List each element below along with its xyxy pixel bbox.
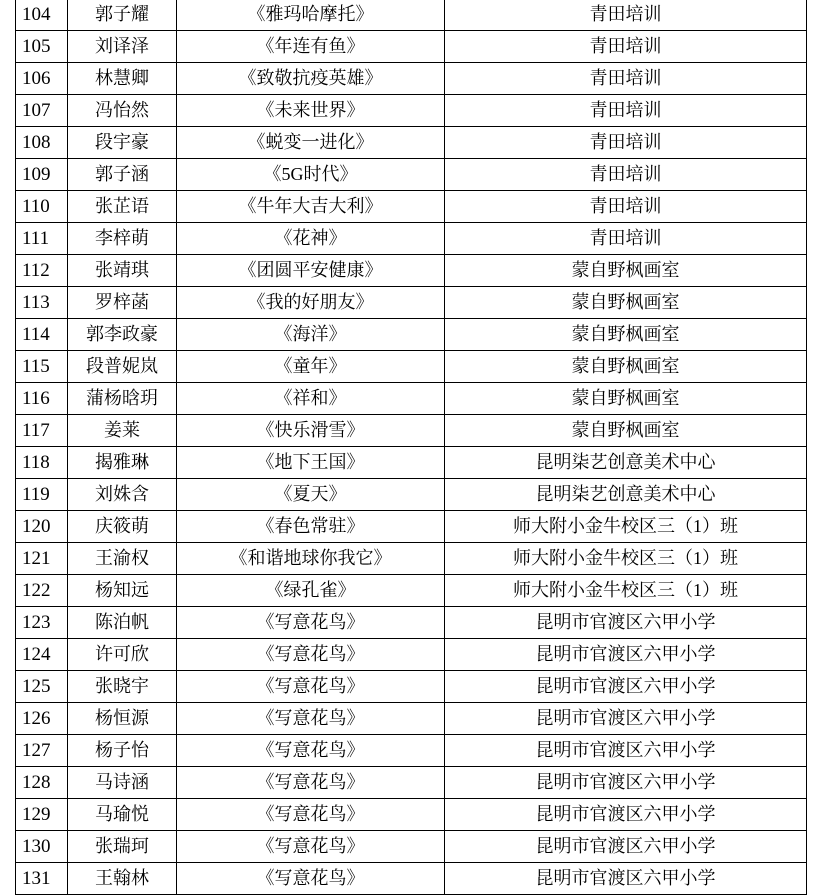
student-name-cell: 段宇豪 xyxy=(68,127,177,159)
row-number-cell: 110 xyxy=(16,191,68,223)
student-name-cell: 杨知远 xyxy=(68,575,177,607)
student-name-cell: 张瑞珂 xyxy=(68,831,177,863)
artwork-title-cell: 《快乐滑雪》 xyxy=(177,415,445,447)
table-row xyxy=(16,351,807,383)
artwork-title-cell: 《写意花鸟》 xyxy=(177,607,445,639)
row-number-cell: 117 xyxy=(16,415,68,447)
organization-cell: 昆明市官渡区六甲小学 xyxy=(445,831,807,863)
table-row xyxy=(16,735,807,767)
artwork-title-cell: 《地下王国》 xyxy=(177,447,445,479)
student-name-cell: 罗梓菡 xyxy=(68,287,177,319)
row-number-cell: 130 xyxy=(16,831,68,863)
student-name-cell: 张晓宇 xyxy=(68,671,177,703)
table-row xyxy=(16,767,807,799)
table-row xyxy=(16,575,807,607)
organization-cell: 昆明柒艺创意美术中心 xyxy=(445,479,807,511)
organization-cell: 蒙自野枫画室 xyxy=(445,415,807,447)
organization-cell: 昆明市官渡区六甲小学 xyxy=(445,703,807,735)
row-number-cell: 104 xyxy=(16,0,68,31)
row-number-cell: 106 xyxy=(16,63,68,95)
artwork-title-cell: 《童年》 xyxy=(177,351,445,383)
student-name-cell: 庆筱萌 xyxy=(68,511,177,543)
artwork-title-cell: 《写意花鸟》 xyxy=(177,831,445,863)
student-name-cell: 林慧卿 xyxy=(68,63,177,95)
table-row xyxy=(16,607,807,639)
row-number-cell: 114 xyxy=(16,319,68,351)
organization-cell: 昆明市官渡区六甲小学 xyxy=(445,607,807,639)
organization-cell: 青田培训 xyxy=(445,95,807,127)
row-number-cell: 111 xyxy=(16,223,68,255)
organization-cell: 蒙自野枫画室 xyxy=(445,351,807,383)
organization-cell: 蒙自野枫画室 xyxy=(445,255,807,287)
artwork-title-cell: 《年连有鱼》 xyxy=(177,31,445,63)
artwork-title-cell: 《写意花鸟》 xyxy=(177,863,445,895)
student-name-cell: 姜莱 xyxy=(68,415,177,447)
row-number-cell: 123 xyxy=(16,607,68,639)
row-number-cell: 127 xyxy=(16,735,68,767)
table-body xyxy=(16,0,807,895)
student-name-cell: 杨恒源 xyxy=(68,703,177,735)
organization-cell: 蒙自野枫画室 xyxy=(445,319,807,351)
student-name-cell: 郭子涵 xyxy=(68,159,177,191)
student-name-cell: 王渝权 xyxy=(68,543,177,575)
table-row xyxy=(16,287,807,319)
student-name-cell: 段普妮岚 xyxy=(68,351,177,383)
table-row xyxy=(16,863,807,895)
table-row xyxy=(16,383,807,415)
table-row xyxy=(16,159,807,191)
table-row xyxy=(16,671,807,703)
row-number-cell: 109 xyxy=(16,159,68,191)
student-name-cell: 陈泊帆 xyxy=(68,607,177,639)
table-row xyxy=(16,0,807,31)
organization-cell: 昆明柒艺创意美术中心 xyxy=(445,447,807,479)
artwork-title-cell: 《写意花鸟》 xyxy=(177,767,445,799)
organization-cell: 青田培训 xyxy=(445,223,807,255)
table-row xyxy=(16,639,807,671)
organization-cell: 昆明市官渡区六甲小学 xyxy=(445,799,807,831)
artwork-title-cell: 《蜕变一进化》 xyxy=(177,127,445,159)
row-number-cell: 128 xyxy=(16,767,68,799)
table-row xyxy=(16,223,807,255)
row-number-cell: 115 xyxy=(16,351,68,383)
student-name-cell: 张芷语 xyxy=(68,191,177,223)
student-name-cell: 刘姝含 xyxy=(68,479,177,511)
table-row xyxy=(16,95,807,127)
organization-cell: 青田培训 xyxy=(445,127,807,159)
student-name-cell: 马诗涵 xyxy=(68,767,177,799)
artwork-title-cell: 《绿孔雀》 xyxy=(177,575,445,607)
artwork-title-cell: 《海洋》 xyxy=(177,319,445,351)
row-number-cell: 112 xyxy=(16,255,68,287)
student-name-cell: 冯怡然 xyxy=(68,95,177,127)
table-row xyxy=(16,447,807,479)
row-number-cell: 118 xyxy=(16,447,68,479)
student-name-cell: 李梓萌 xyxy=(68,223,177,255)
organization-cell: 昆明市官渡区六甲小学 xyxy=(445,767,807,799)
artwork-title-cell: 《祥和》 xyxy=(177,383,445,415)
organization-cell: 昆明市官渡区六甲小学 xyxy=(445,735,807,767)
organization-cell: 昆明市官渡区六甲小学 xyxy=(445,639,807,671)
table-row xyxy=(16,31,807,63)
organization-cell: 师大附小金牛校区三（1）班 xyxy=(445,511,807,543)
row-number-cell: 105 xyxy=(16,31,68,63)
artwork-title-cell: 《写意花鸟》 xyxy=(177,671,445,703)
artwork-title-cell: 《写意花鸟》 xyxy=(177,639,445,671)
student-name-cell: 王翰林 xyxy=(68,863,177,895)
row-number-cell: 121 xyxy=(16,543,68,575)
artwork-title-cell: 《我的好朋友》 xyxy=(177,287,445,319)
organization-cell: 青田培训 xyxy=(445,0,807,31)
artwork-title-cell: 《5G时代》 xyxy=(177,159,445,191)
organization-cell: 蒙自野枫画室 xyxy=(445,287,807,319)
student-name-cell: 郭子耀 xyxy=(68,0,177,31)
row-number-cell: 107 xyxy=(16,95,68,127)
organization-cell: 青田培训 xyxy=(445,63,807,95)
artwork-title-cell: 《雅玛哈摩托》 xyxy=(177,0,445,31)
table-row xyxy=(16,479,807,511)
table-row xyxy=(16,703,807,735)
organization-cell: 青田培训 xyxy=(445,31,807,63)
student-name-cell: 马瑜悦 xyxy=(68,799,177,831)
organization-cell: 青田培训 xyxy=(445,159,807,191)
table-row xyxy=(16,543,807,575)
row-number-cell: 129 xyxy=(16,799,68,831)
organization-cell: 师大附小金牛校区三（1）班 xyxy=(445,575,807,607)
student-name-cell: 刘译泽 xyxy=(68,31,177,63)
table-row xyxy=(16,511,807,543)
table-row xyxy=(16,415,807,447)
row-number-cell: 119 xyxy=(16,479,68,511)
artwork-title-cell: 《团圆平安健康》 xyxy=(177,255,445,287)
artwork-title-cell: 《花神》 xyxy=(177,223,445,255)
student-name-cell: 揭雅琳 xyxy=(68,447,177,479)
table-row xyxy=(16,255,807,287)
student-name-cell: 杨子怡 xyxy=(68,735,177,767)
table-row xyxy=(16,127,807,159)
organization-cell: 师大附小金牛校区三（1）班 xyxy=(445,543,807,575)
table-row xyxy=(16,63,807,95)
student-name-cell: 许可欣 xyxy=(68,639,177,671)
artwork-title-cell: 《致敬抗疫英雄》 xyxy=(177,63,445,95)
artwork-title-cell: 《写意花鸟》 xyxy=(177,735,445,767)
artwork-title-cell: 《未来世界》 xyxy=(177,95,445,127)
artwork-title-cell: 《牛年大吉大利》 xyxy=(177,191,445,223)
artwork-title-cell: 《和谐地球你我它》 xyxy=(177,543,445,575)
artwork-title-cell: 《春色常驻》 xyxy=(177,511,445,543)
table-row xyxy=(16,191,807,223)
organization-cell: 昆明市官渡区六甲小学 xyxy=(445,671,807,703)
organization-cell: 青田培训 xyxy=(445,191,807,223)
table-row xyxy=(16,799,807,831)
row-number-cell: 122 xyxy=(16,575,68,607)
award-list-table xyxy=(15,0,807,895)
student-name-cell: 蒲杨晗玥 xyxy=(68,383,177,415)
student-name-cell: 郭李政豪 xyxy=(68,319,177,351)
organization-cell: 昆明市官渡区六甲小学 xyxy=(445,863,807,895)
row-number-cell: 116 xyxy=(16,383,68,415)
student-name-cell: 张靖琪 xyxy=(68,255,177,287)
artwork-title-cell: 《写意花鸟》 xyxy=(177,799,445,831)
row-number-cell: 126 xyxy=(16,703,68,735)
table-row xyxy=(16,831,807,863)
row-number-cell: 108 xyxy=(16,127,68,159)
row-number-cell: 120 xyxy=(16,511,68,543)
organization-cell: 蒙自野枫画室 xyxy=(445,383,807,415)
artwork-title-cell: 《写意花鸟》 xyxy=(177,703,445,735)
row-number-cell: 125 xyxy=(16,671,68,703)
row-number-cell: 124 xyxy=(16,639,68,671)
artwork-title-cell: 《夏天》 xyxy=(177,479,445,511)
row-number-cell: 113 xyxy=(16,287,68,319)
table-row xyxy=(16,319,807,351)
row-number-cell: 131 xyxy=(16,863,68,895)
